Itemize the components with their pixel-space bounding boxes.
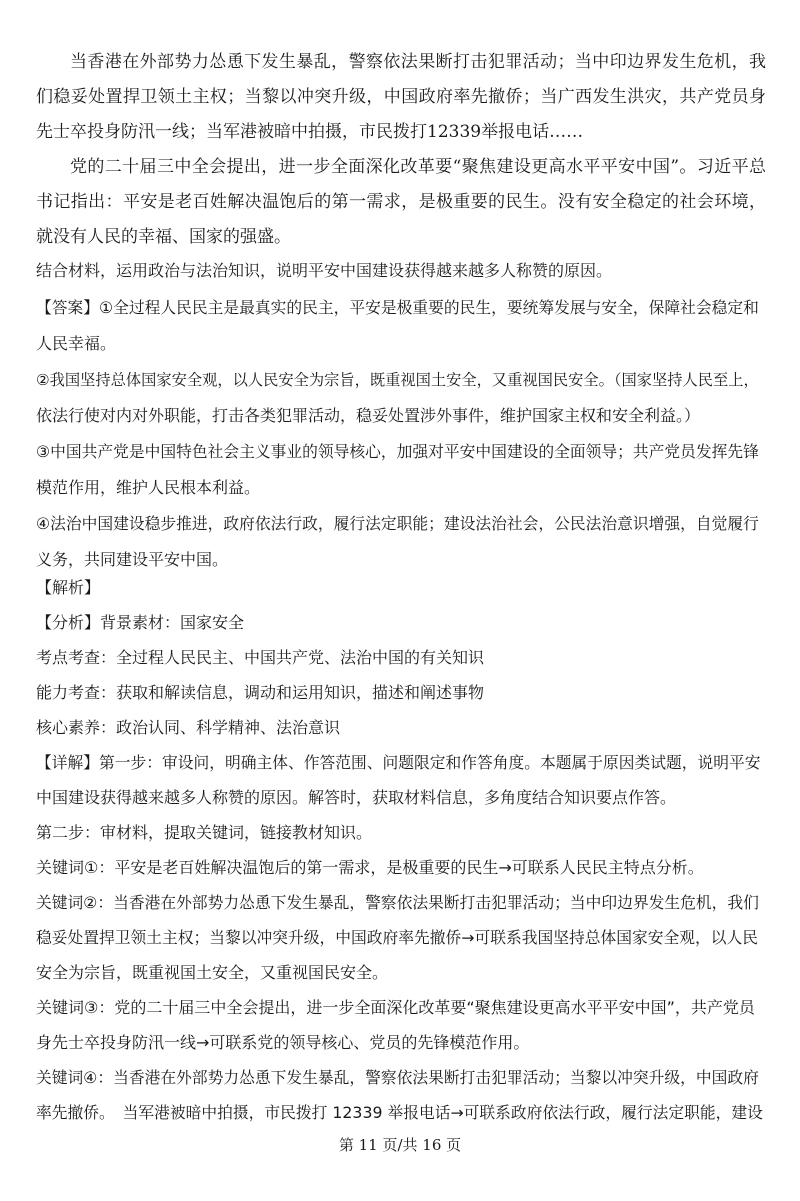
analysis-xiangjie-line-2: 中国建设获得越来越多人称赞的原因。解答时，获取材料信息，多角度结合知识要点作答。 — [36, 788, 677, 807]
keyword-2-line-3: 安全为宗旨，既重视国土安全，又重视国民安全。 — [36, 963, 389, 982]
keyword-3-line-1: 关键词③：党的二十届三中全会提出，进一步全面深化改革要“聚焦建设更高水平平安中国”，共产党员 — [36, 998, 755, 1017]
answer-point-3-line-2: 模范作用，维护人民根本利益。 — [36, 478, 261, 497]
analysis-nengli: 能力考查：获取和解读信息，调动和运用知识，描述和阐述事物 — [36, 683, 485, 702]
keyword-2-line-2: 稳妥处置捍卫领土主权；当黎以冲突升级，中国政府率先撤侨→可联系我国坚持总体国家安全观，以人民 — [36, 928, 758, 947]
material-paragraph-2: 党的二十届三中全会提出，进一步全面深化改革要“聚焦建设更高水平平安中国”。习近平总书记指出：平安是老百姓解决温饱后的第一需求，是极重要的民生。没有安全稳定的社会环境，就没有人民的幸福、国家的强盛。 — [36, 157, 766, 247]
analysis-fenxi: 【分析】背景素材：国家安全 — [36, 613, 245, 632]
answer-point-2-line-1: ②我国坚持总体国家安全观，以人民安全为宗旨，既重视国土安全，又重视国民安全。（国家坚持人民至上， — [36, 371, 759, 389]
answer-point-2-line-2: 依法行使对内对外职能，打击各类犯罪活动，稳妥处置涉外事件，维护国家主权和安全利益。） — [36, 406, 701, 425]
analysis-heading: 【解析】 — [36, 578, 101, 597]
analysis-kaodian: 考点考查：全过程人民民主、中国共产党、法治中国的有关知识 — [36, 648, 485, 667]
answer-point-4-line-2: 义务，共同建设平安中国。 — [36, 550, 229, 569]
keyword-3-line-2: 身先士卒投身防汛一线→可联系党的领导核心、党员的先锋模范作用。 — [36, 1033, 530, 1052]
question-text: 结合材料，运用政治与法治知识，说明平安中国建设获得越来越多人称赞的原因。 — [36, 261, 613, 280]
keyword-4-line-1: 关键词④：当香港在外部势力怂恿下发生暴乱，警察依法果断打击犯罪活动；当黎以冲突升级，中国政府 — [36, 1068, 759, 1087]
analysis-section — [36, 573, 766, 1133]
keyword-1: 关键词①：平安是老百姓解决温饱后的第一需求，是极重要的民生→可联系人民民主特点分析。 — [36, 858, 704, 877]
keyword-2-line-1: 关键词②：当香港在外部势力怂恿下发生暴乱，警察依法果断打击犯罪活动；当中印边界发生危机，我们 — [36, 893, 759, 912]
answer-point-3-line-1: ③中国共产党是中国特色社会主义事业的领导核心，加强对平安中国建设的全面领导；共产党员发挥先锋 — [36, 442, 759, 461]
material-paragraph-1: 当香港在外部势力怂恿下发生暴乱，警察依法果断打击犯罪活动；当中印边界发生危机，我们稳妥处置捍卫领土主权；当黎以冲突升级，中国政府率先撤侨；当广西发生洪灾，共产党员身先士卒投身防汛一线；当军港被暗中拍摄，市民拨打12339举报电话…… — [36, 52, 766, 142]
answer-point-1-line-1: 【答案】①全过程人民民主是最真实的民主，平安是极重要的民生，要统筹发展与安全，保障社会稳定和 — [36, 298, 759, 317]
answer-point-4-line-1: ④法治中国建设稳步推进，政府依法行政，履行法定职能；建设法治社会，公民法治意识增强，自觉履行 — [36, 514, 759, 533]
analysis-xiangjie-line-1: 【详解】第一步：审设问，明确主体、作答范围、问题限定和作答角度。本题属于原因类试题，说明平安 — [36, 753, 761, 772]
analysis-step-2: 第二步：审材料，提取关键词，链接教材知识。 — [36, 823, 373, 842]
page-number-footer: 第 11 页/共 16 页 — [338, 1136, 462, 1154]
answer-point-1-line-2: 人民幸福。 — [36, 334, 117, 353]
analysis-suyang: 核心素养：政治认同、科学精神、法治意识 — [36, 718, 341, 737]
answer-section — [36, 293, 766, 581]
keyword-4-line-2: 率先撤侨。 当军港被暗中拍摄，市民拨打 12339 举报电话→可联系政府依法行政，履行法定职能，建设 — [36, 1103, 763, 1122]
